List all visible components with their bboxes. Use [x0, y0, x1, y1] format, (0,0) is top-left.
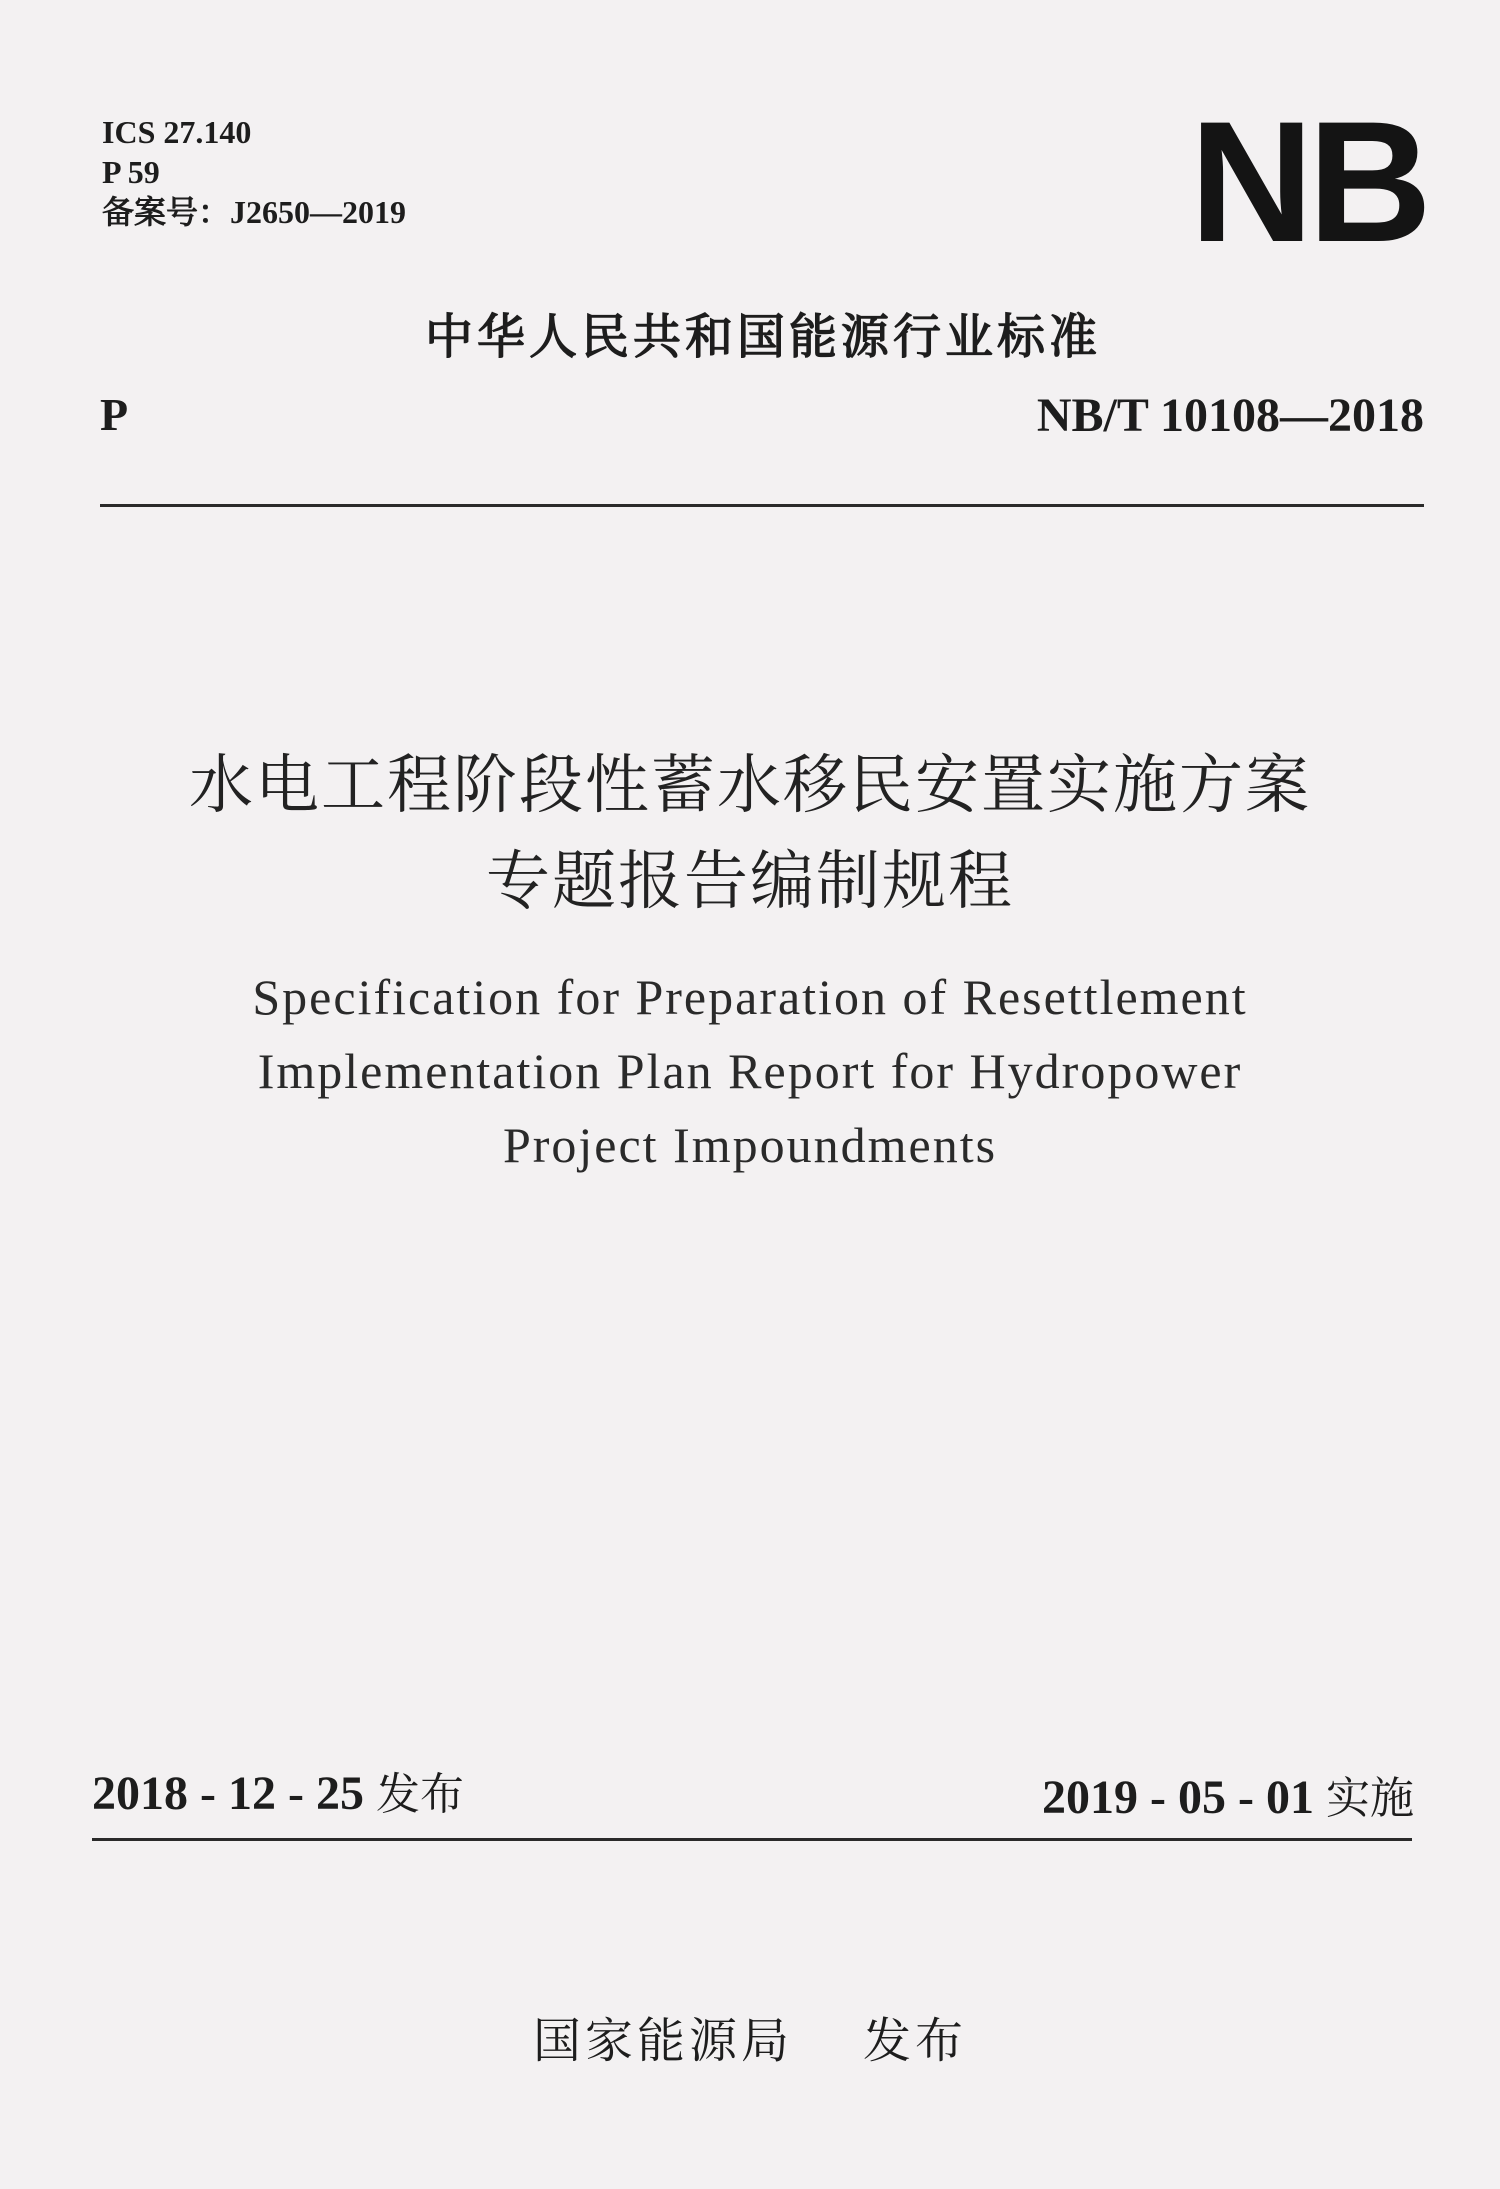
filing-number: 备案号：J2650—2019 — [102, 194, 407, 230]
issue-date-row — [92, 1758, 464, 1822]
organization-title: 中华人民共和国能源行业标准 — [424, 309, 1101, 365]
english-title-line-3: Project Impoundments — [502, 1117, 998, 1173]
english-title-line-2: Implementation Plan Report for Hydropower — [257, 1043, 1243, 1099]
bottom-divider — [92, 1838, 1412, 1841]
publisher-line — [0, 2002, 1500, 2071]
chinese-title-line-1: 水电工程阶段性蓄水移民安置实施方案 — [189, 749, 1311, 823]
english-title-line-1: Specification for Preparation of Resettlement — [252, 969, 1248, 1025]
issue-date: 2018 - 12 - 25 — [92, 1767, 364, 1820]
ccs-code: P 59 — [102, 154, 160, 190]
implement-label: 实施 — [1326, 1773, 1414, 1824]
chinese-title-line-2: 专题报告编制规程 — [486, 845, 1014, 919]
implement-date: 2019 - 05 - 01 — [1042, 1771, 1314, 1824]
nb-logo: NB — [1189, 86, 1426, 278]
publisher-name: 国家能源局 — [532, 2013, 793, 2069]
ics-code: ICS 27.140 — [102, 114, 252, 150]
top-divider — [100, 504, 1424, 507]
implement-date-row — [1042, 1762, 1414, 1826]
catalog-info — [102, 112, 406, 232]
publisher-action: 发布 — [863, 2013, 968, 2069]
standard-code: NB/T 10108—2018 — [1036, 389, 1424, 442]
english-title — [0, 960, 1500, 1182]
classification-letter: P — [100, 389, 129, 440]
chinese-title — [0, 738, 1500, 930]
issue-label: 发布 — [375, 1769, 464, 1820]
